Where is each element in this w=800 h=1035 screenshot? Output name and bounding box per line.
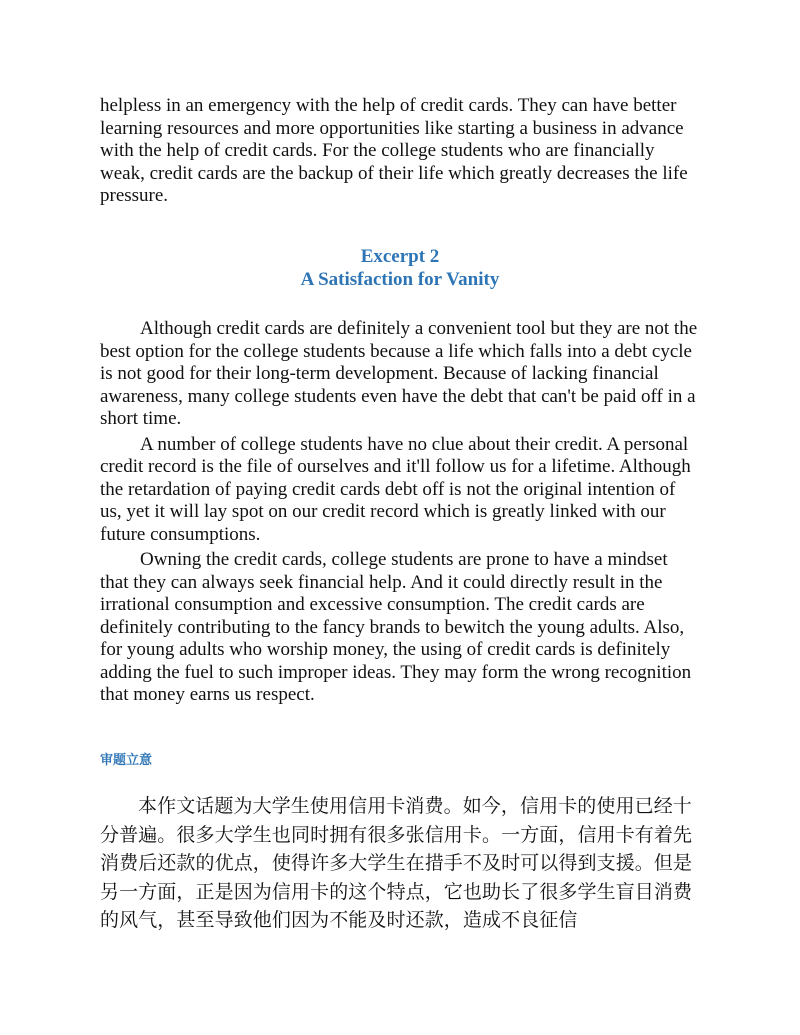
- body-paragraph-3: Owning the credit cards, college students are prone to have a mindset that they can always seek financial help. And it could directly result in the irrational consumption and excessive consumption. The credit cards are definitely contributing to the fancy brands to bewitch the young adults. Also, for young adults who worship money, the using of credit cards is definitely adding the fuel to such improper ideas. They may form the wrong recognition that money earns us respect.: [100, 549, 692, 705]
- intro-block: [100, 95, 700, 208]
- analysis-body: [100, 792, 700, 935]
- excerpt-heading: [100, 246, 700, 291]
- analysis-paragraph: 本作文话题为大学生使用信用卡消费。如今，信用卡的使用已经十分普遍。很多大学生也同时拥有很多张信用卡。一方面，信用卡有着先消费后还款的优点，使得许多大学生在措手不及时可以得到支援。但是另一方面，正是因为信用卡的这个特点，它也助长了很多学生盲目消费的风气，甚至导致他们因为不能及时还款，造成不良征信: [100, 795, 693, 931]
- intro-paragraph: helpless in an emergency with the help of credit cards. They can have better learning resources and more opportunities like starting a business in advance with the help of credit cards. For the college students who are financially weak, credit cards are the backup of their life which greatly decreases the life pressure.: [100, 95, 688, 206]
- body-paragraph-1: Although credit cards are definitely a convenient tool but they are not the best option for the college students because a life which falls into a debt cycle is not good for their long-term development. Because of lacking financial awareness, many college students even have the debt that can't be paid off in a short time.: [100, 318, 698, 429]
- analysis-heading-block: [100, 749, 700, 768]
- analysis-heading: 审题立意: [100, 753, 153, 768]
- excerpt-body: [100, 318, 700, 707]
- excerpt-label: Excerpt 2: [360, 246, 440, 267]
- excerpt-title: A Satisfaction for Vanity: [300, 268, 500, 290]
- body-paragraph-2: A number of college students have no clue about their credit. A personal credit record is the file of ourselves and it'll follow us for a lifetime. Although the retardation of paying credit cards debt off is not the original intention of us, yet it will lay spot on our credit record which is greatly linked with our future consumptions.: [100, 433, 691, 545]
